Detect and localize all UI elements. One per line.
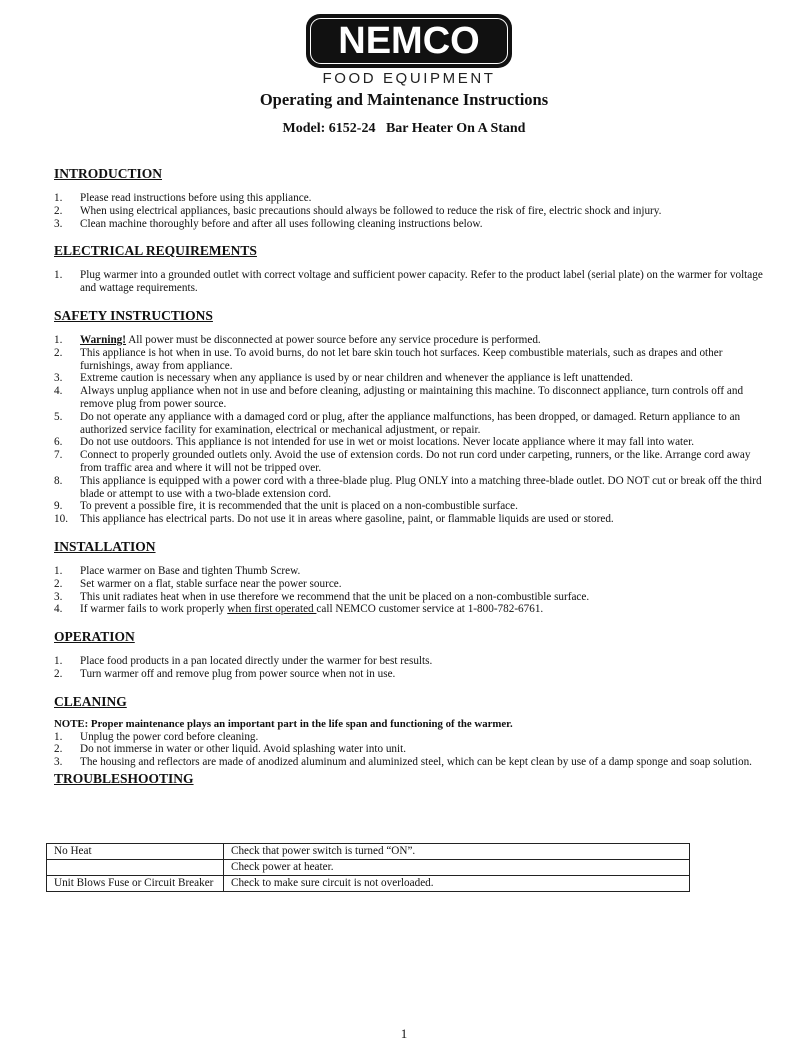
list-item: 3. Clean machine thoroughly before and after all uses following cleaning instructions below. [54, 217, 483, 230]
introduction-list [54, 192, 766, 230]
list-item: 2. Do not immerse in water or other liquid. Avoid splashing water into unit. [54, 743, 407, 756]
solution-cell: Check power at heater. [224, 860, 690, 876]
list-item: 2. This appliance is hot when in use. To avoid burns, do not let bare skin touch hot surfaces. Keep combustible materials, such as drapes and other furnishings, away from appliance. [54, 346, 723, 372]
logo-brand: NEMCO [338, 20, 480, 62]
nemco-logo [306, 14, 512, 88]
list-item: 1. Please read instructions before using this appliance. [54, 192, 312, 204]
installation-list [54, 565, 766, 616]
safety-list [54, 334, 766, 526]
list-item: 10. This appliance has electrical parts. Do not use it in areas where gasoline, paint, or flammable liquids are used or stored. [54, 513, 614, 526]
section-troubleshooting [54, 771, 766, 787]
logo-badge [306, 14, 512, 68]
problem-cell: No Heat [47, 844, 224, 860]
problem-cell [47, 860, 224, 876]
list-item: 8. This appliance is equipped with a power cord with a three-blade plug. Plug ONLY into a matching three-blade outlet. DO NOT cut or break off the third blade or attempt to use with a two-blade extension cord. [54, 474, 762, 500]
section-installation [54, 539, 766, 616]
list-item: 3. The housing and reflectors are made of anodized aluminum and aluminized steel, which can be kept clean by use of a damp sponge and soap solution. [54, 756, 752, 769]
list-item: 3. Extreme caution is necessary when any appliance is used by or near children and whenever the appliance is left unattended. [54, 372, 633, 385]
solution-cell: Check that power switch is turned “ON”. [224, 844, 690, 860]
content [54, 166, 766, 800]
document-title: Operating and Maintenance Instructions [259, 90, 549, 109]
page-number: 1 [400, 1026, 408, 1041]
section-electrical [54, 243, 766, 295]
operation-list [54, 655, 766, 681]
solution-cell: Check to make sure circuit is not overloaded. [224, 876, 690, 892]
list-item: 7. Connect to properly grounded outlets only. Avoid the use of extension cords. Do not run cord under carpeting, runners, or the like. Arrange cord away from traffic area and where it will not be tripped over. [54, 449, 751, 474]
list-item: 6. Do not use outdoors. This appliance is not intended for use in wet or moist locations. Never locate appliance where it may fall into water. [54, 436, 695, 449]
list-item: 4. If warmer fails to work properly when first operated call NEMCO customer service at 1-800-782-6761. [54, 603, 544, 616]
list-item: 1. Plug warmer into a grounded outlet with correct voltage and sufficient power capacity. Refer to the product label (serial plate) on the warmer for voltage and wattage requirements. [54, 269, 763, 295]
list-item: 3. This unit radiates heat when in use therefore we recommend that the unit be placed on a non-combustible surface. [54, 590, 590, 603]
list-item: 1. Place warmer on Base and tighten Thumb Screw. [54, 564, 301, 577]
list-item: 9. To prevent a possible fire, it is recommended that the unit is placed on a non-combustible surface. [54, 500, 518, 513]
list-item: 5. Do not operate any appliance with a damaged cord or plug, after the appliance malfunctions, has been dropped, or damaged. Return appliance to an authorized service facility for examination, electrical or mechanical adjustment, or repair. [54, 410, 741, 436]
list-item: 2. Turn warmer off and remove plug from power source when not in use. [54, 667, 396, 680]
section-operation [54, 629, 766, 681]
model-line: Model: 6152-24 Bar Heater On A Stand [282, 121, 526, 136]
section-heading: ELECTRICAL REQUIREMENTS [54, 243, 257, 259]
list-item: 1. Place food products in a pan located directly under the warmer for best results. [54, 655, 433, 668]
troubleshooting-table [46, 843, 690, 892]
table-row [47, 844, 690, 860]
list-item: 1. Unplug the power cord before cleaning. [54, 730, 259, 743]
list-item: 4. Always unplug appliance when not in use and before cleaning, adjusting or maintaining this machine. To disconnect appliance, turn controls off and remove plug from power source. [54, 385, 744, 410]
section-introduction [54, 166, 766, 230]
table-row [47, 860, 690, 876]
table-row [47, 876, 690, 892]
logo-subtitle: FOOD EQUIPMENT [322, 70, 496, 87]
warning-label: Warning! [80, 333, 127, 346]
list-item: 1. Warning! All power must be disconnected at power source before any service procedure is performed. [54, 333, 541, 346]
section-heading: CLEANING [54, 693, 127, 709]
section-heading: TROUBLESHOOTING [54, 770, 194, 786]
section-safety [54, 308, 766, 526]
list-item: 2. Set warmer on a flat, stable surface near the power source. [54, 577, 342, 590]
problem-cell: Unit Blows Fuse or Circuit Breaker [47, 876, 224, 892]
electrical-list [54, 269, 766, 295]
section-heading: INTRODUCTION [54, 166, 163, 181]
section-cleaning [54, 694, 766, 769]
section-heading: OPERATION [54, 629, 135, 645]
section-heading: SAFETY INSTRUCTIONS [54, 307, 213, 323]
list-item: 2. When using electrical appliances, basic precautions should always be followed to reduce the risk of fire, electric shock and injury. [54, 204, 662, 217]
cleaning-note: NOTE: Proper maintenance plays an important part in the life span and functioning of the warmer. [54, 717, 513, 730]
cleaning-list [54, 731, 766, 769]
section-heading: INSTALLATION [54, 538, 156, 554]
